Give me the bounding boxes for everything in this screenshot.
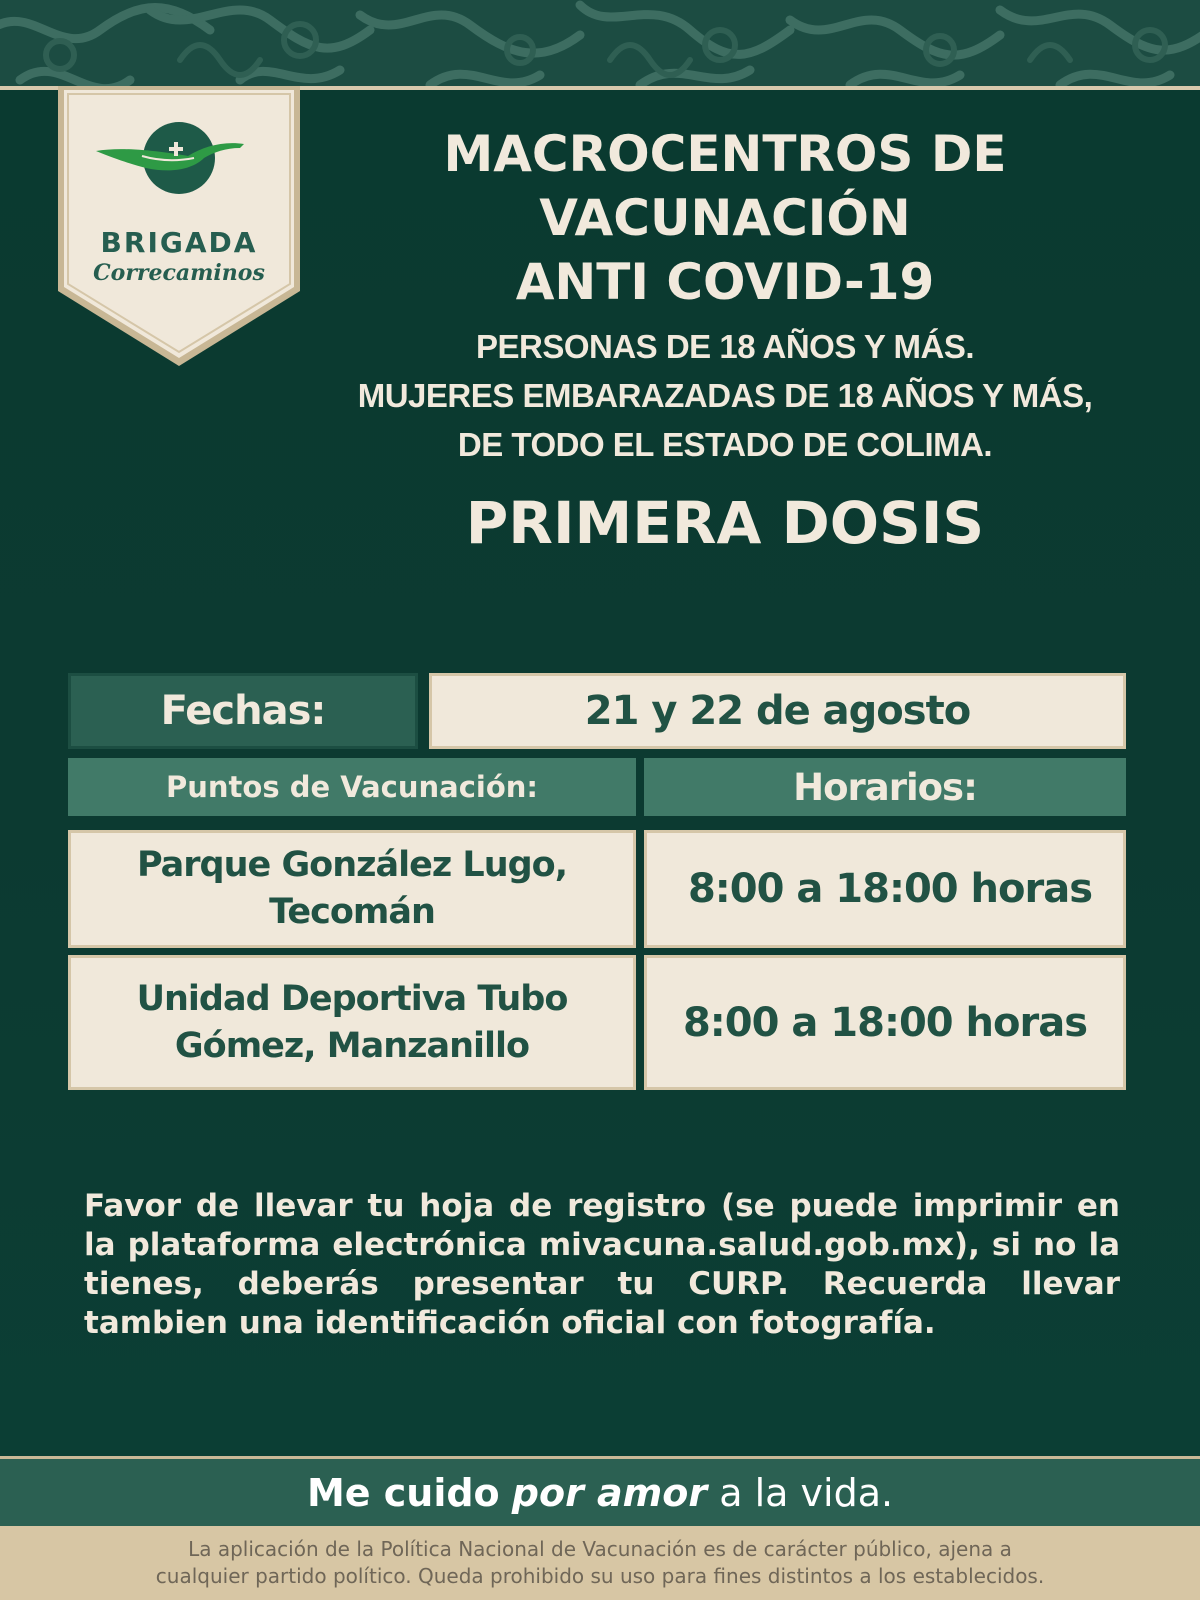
site-2-line2: Gómez, Manzanillo (174, 1025, 530, 1066)
vaccination-site-1 (68, 830, 636, 948)
audience-line2: MUJERES EMBARAZADAS DE 18 AÑOS Y MÁS, (357, 377, 1093, 414)
site-1-hours: 8:00 a 18:00 horas (644, 830, 1126, 948)
pattern-graphic (0, 0, 1200, 86)
dates-label: Fechas: (68, 673, 418, 749)
site-2-hours: 8:00 a 18:00 horas (644, 955, 1126, 1090)
dates-value: 21 y 22 de agosto (429, 673, 1126, 749)
audience-subtitle (310, 322, 1140, 469)
main-title (310, 122, 1140, 314)
audience-line1: PERSONAS DE 18 AÑOS Y MÁS. (475, 328, 975, 365)
vaccination-points-header: Puntos de Vacunación: (68, 758, 636, 816)
audience-line3: DE TODO EL ESTADO DE COLIMA. (457, 426, 993, 463)
slogan-band (0, 1459, 1200, 1526)
legal-disclaimer (60, 1536, 1140, 1590)
registration-note: Favor de llevar tu hoja de registro (se puede imprimir en la plataforma electrónica mivacuna.salud.gob.mx), si no la tienes, deberás presentar tu CURP. Recuerda llevar tambien una identificación oficial con fotografía. (84, 1188, 1120, 1341)
main-title-line2: VACUNACIÓN (539, 189, 911, 247)
disclaimer-line1: La aplicación de la Política Nacional de Vacunación es de carácter público, ajena a (188, 1537, 1012, 1561)
site-1-line2: Tecomán (269, 892, 435, 932)
decorative-pattern-band (0, 0, 1200, 86)
badge-title: BRIGADA (100, 226, 258, 259)
disclaimer-band (0, 1526, 1200, 1600)
dose-heading: PRIMERA DOSIS (465, 489, 985, 557)
badge-subtitle: Correcaminos (93, 260, 265, 286)
main-title-line1: MACROCENTROS DE (443, 125, 1007, 183)
slogan-part2: por amor (511, 1470, 708, 1515)
disclaimer-line2: cualquier partido político. Queda prohibido su uso para fines distintos a los establecidos. (155, 1564, 1045, 1588)
hours-header: Horarios: (644, 758, 1126, 816)
site-1-line1: Parque González Lugo, (136, 845, 568, 885)
slogan-part1: Me cuido (306, 1470, 500, 1515)
brigada-correcaminos-badge (54, 86, 304, 370)
site-2-line1: Unidad Deportiva Tubo (136, 978, 568, 1019)
slogan-part3: a la vida. (719, 1470, 894, 1515)
main-title-line3: ANTI COVID-19 (515, 253, 935, 311)
vaccination-site-2 (68, 955, 636, 1090)
